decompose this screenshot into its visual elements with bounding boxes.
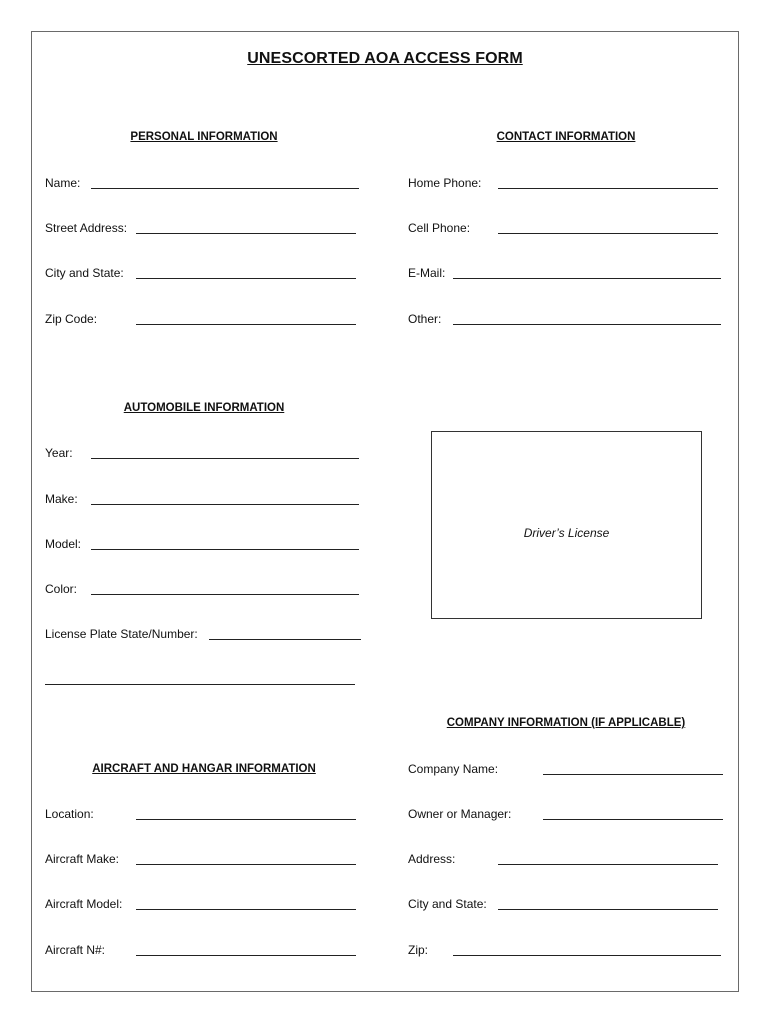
aircraft-model-label: Aircraft Model: [45, 897, 123, 911]
street-address-field[interactable] [136, 233, 356, 234]
cell-phone-label: Cell Phone: [408, 221, 471, 235]
company-city-state-label: City and State: [408, 897, 487, 911]
model-field[interactable] [91, 549, 359, 550]
year-field[interactable] [91, 458, 359, 459]
owner-manager-field[interactable] [543, 819, 723, 820]
company-name-field[interactable] [543, 774, 723, 775]
company-address-field[interactable] [498, 864, 718, 865]
license-plate-continuation-field[interactable] [45, 684, 355, 685]
company-name-label: Company Name: [408, 762, 499, 776]
other-contact-field[interactable] [453, 324, 721, 325]
drivers-license-box[interactable] [431, 431, 702, 619]
contact-info-heading: CONTACT INFORMATION [496, 131, 636, 143]
aircraft-model-field[interactable] [136, 909, 356, 910]
color-label: Color: [45, 582, 78, 596]
name-label: Name: [45, 176, 81, 190]
license-plate-field[interactable] [209, 639, 361, 640]
aircraft-n-number-label: Aircraft N#: [45, 943, 106, 957]
email-field[interactable] [453, 278, 721, 279]
license-plate-label: License Plate State/Number: [45, 627, 198, 641]
name-field[interactable] [91, 188, 359, 189]
zip-code-field[interactable] [136, 324, 356, 325]
automobile-info-heading: AUTOMOBILE INFORMATION [123, 402, 285, 414]
owner-manager-label: Owner or Manager: [408, 807, 512, 821]
company-zip-field[interactable] [453, 955, 721, 956]
other-contact-label: Other: [408, 312, 442, 326]
year-label: Year: [45, 446, 73, 460]
aircraft-info-heading: AIRCRAFT AND HANGAR INFORMATION [92, 763, 316, 775]
aircraft-n-number-field[interactable] [136, 955, 356, 956]
personal-city-state-field[interactable] [136, 278, 356, 279]
company-city-state-field[interactable] [498, 909, 718, 910]
drivers-license-caption: Driver’s License [523, 526, 610, 540]
aircraft-make-label: Aircraft Make: [45, 852, 120, 866]
company-address-label: Address: [408, 852, 456, 866]
model-label: Model: [45, 537, 82, 551]
zip-code-label: Zip Code: [45, 312, 98, 326]
personal-city-state-label: City and State: [45, 266, 124, 280]
aircraft-make-field[interactable] [136, 864, 356, 865]
make-label: Make: [45, 492, 78, 506]
home-phone-field[interactable] [498, 188, 718, 189]
home-phone-label: Home Phone: [408, 176, 482, 190]
street-address-label: Street Address: [45, 221, 128, 235]
location-field[interactable] [136, 819, 356, 820]
make-field[interactable] [91, 504, 359, 505]
company-zip-label: Zip: [408, 943, 429, 957]
company-info-heading: COMPANY INFORMATION (IF APPLICABLE) [446, 717, 686, 729]
location-label: Location: [45, 807, 94, 821]
cell-phone-field[interactable] [498, 233, 718, 234]
color-field[interactable] [91, 594, 359, 595]
form-title: UNESCORTED AOA ACCESS FORM [247, 50, 523, 67]
email-label: E-Mail: [408, 266, 446, 280]
personal-info-heading: PERSONAL INFORMATION [130, 131, 278, 143]
